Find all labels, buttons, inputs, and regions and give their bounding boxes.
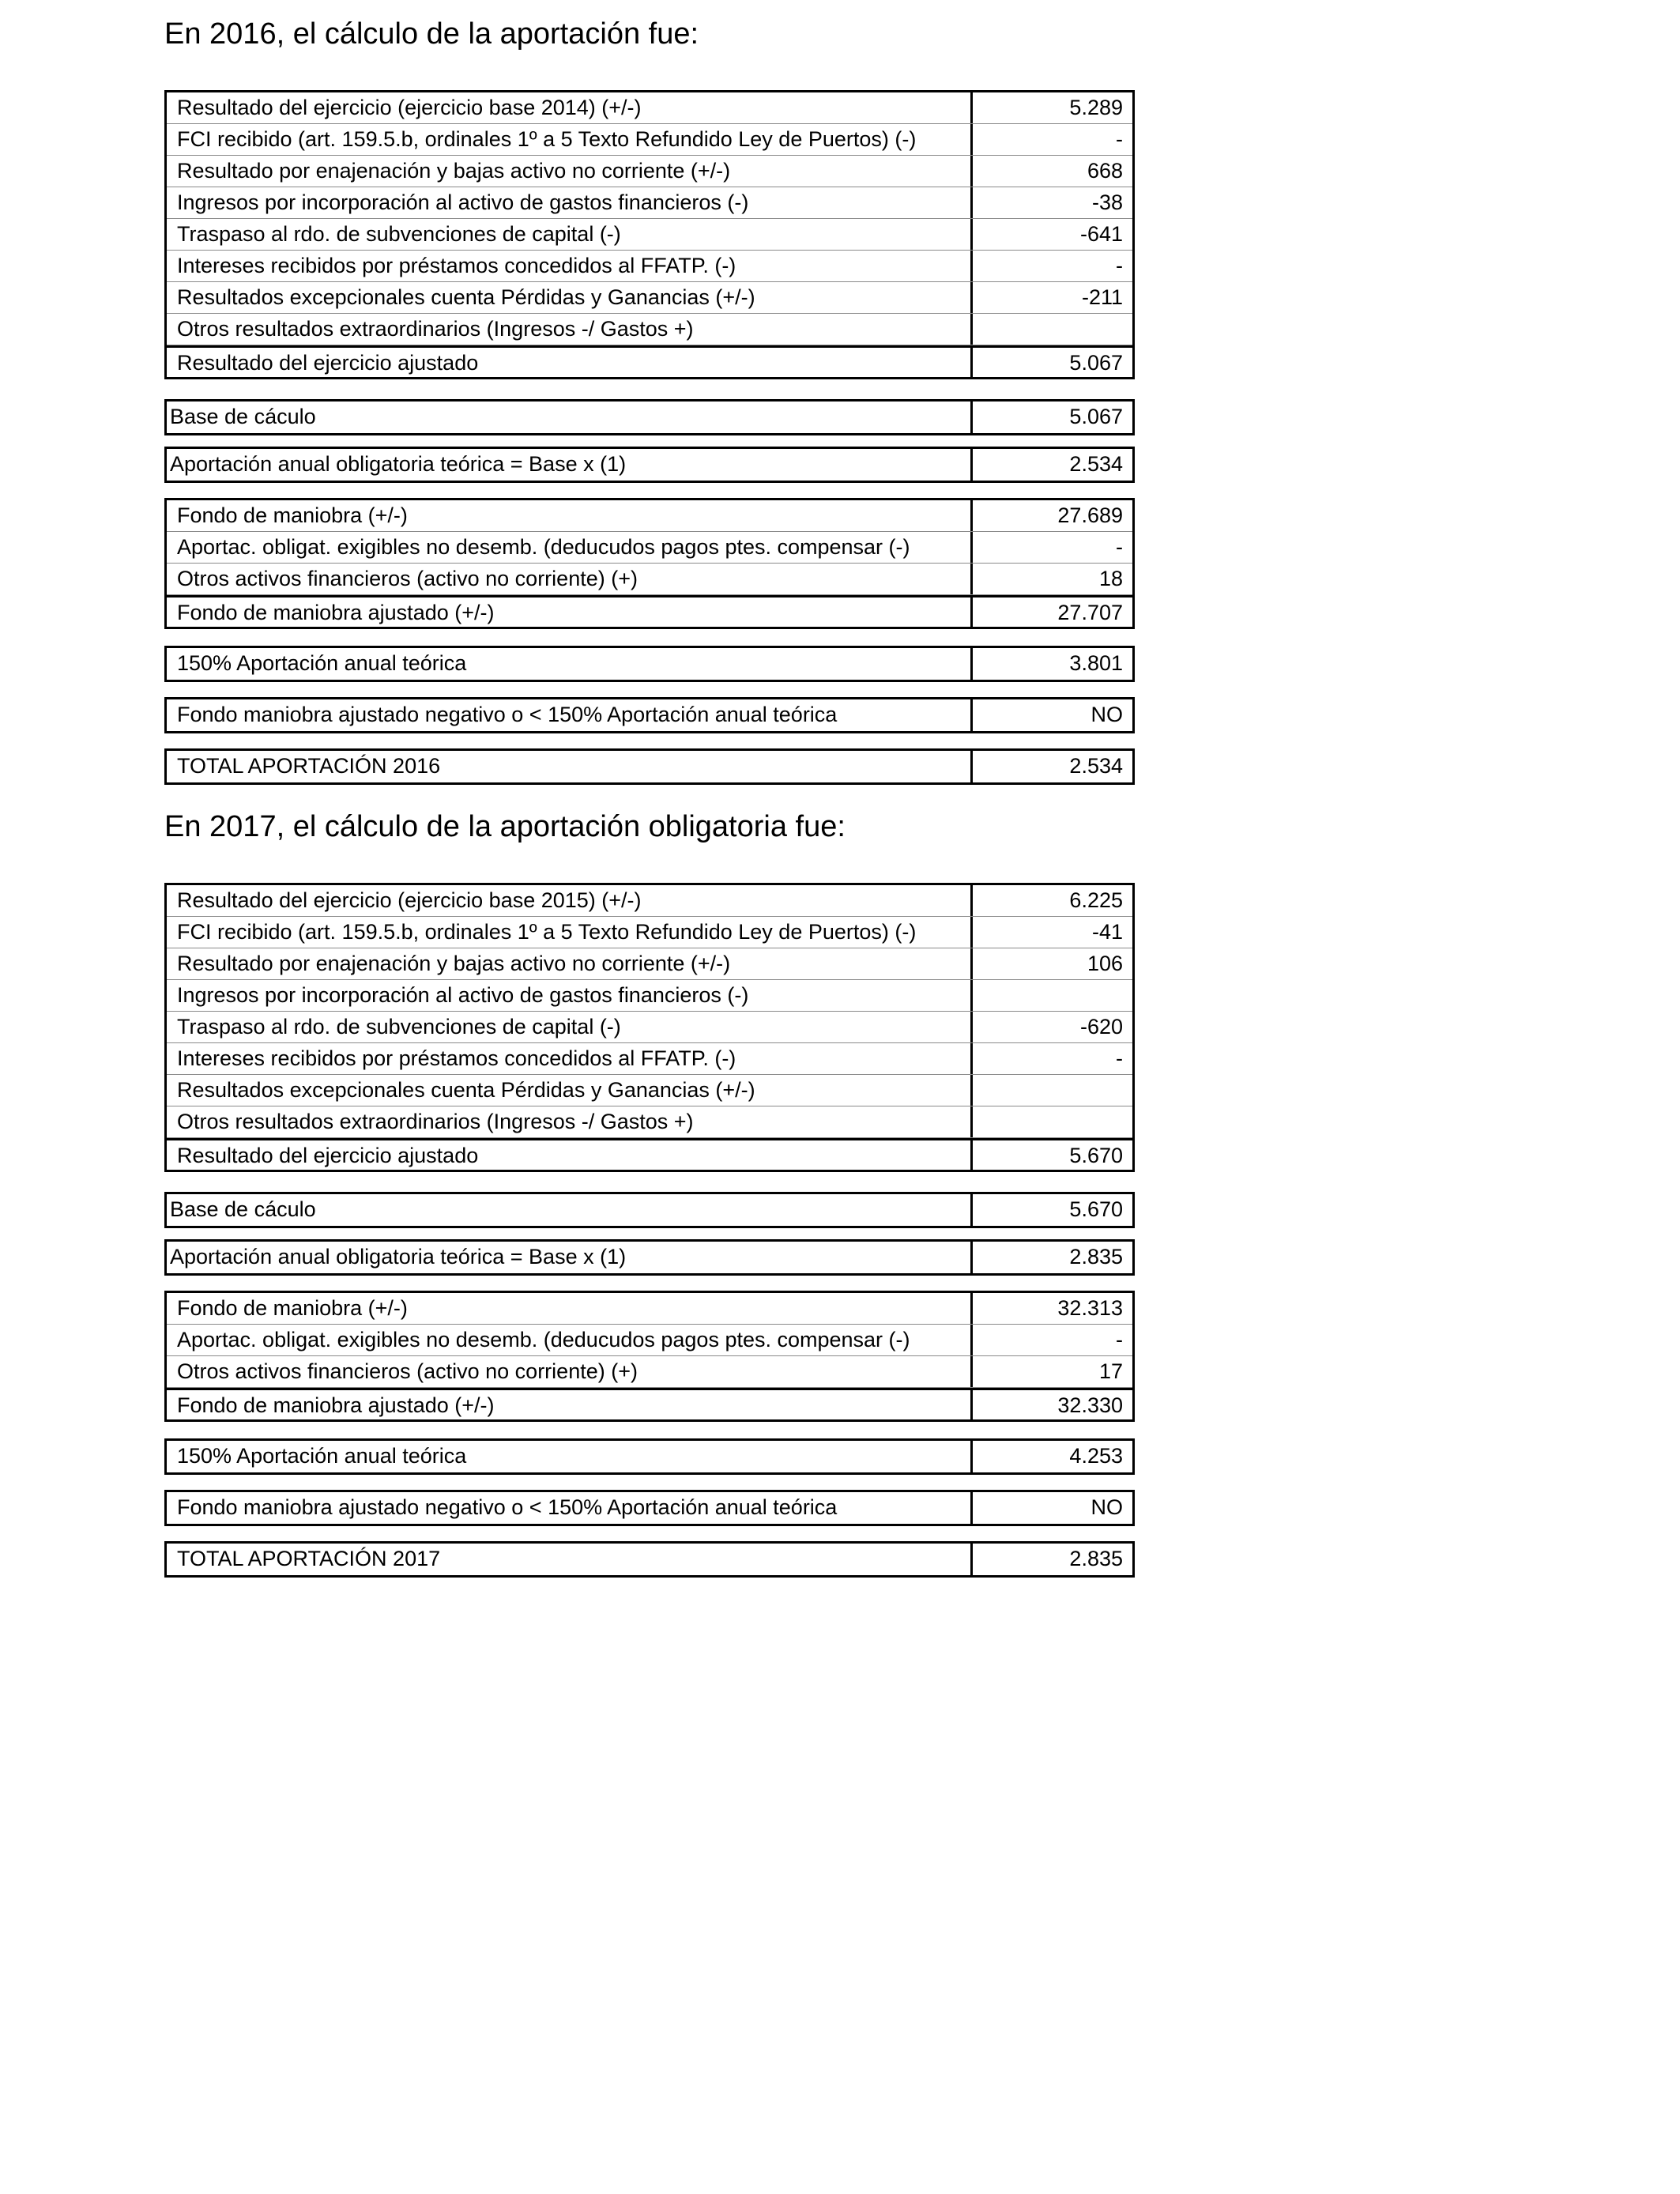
row-value: -620 [1079,1015,1123,1039]
table-row [167,1012,1132,1043]
table-row-total [167,1138,1132,1170]
row-value: 32.313 [1057,1296,1123,1320]
pct150-table [164,646,1135,682]
teorica-table [164,447,1135,483]
row-value: NO [1090,1495,1123,1519]
row-label: FCI recibido (art. 159.5.b, ordinales 1º a 5 Texto Refundido Ley de Puertos) (-) [167,124,973,155]
section-heading: En 2016, el cálculo de la aportación fue: [164,17,699,51]
row-value: 27.689 [1057,503,1123,527]
row-label: Resultado del ejercicio ajustado [167,1140,973,1170]
table-row [167,314,1132,345]
table-row [167,449,1132,481]
total-table [164,1541,1135,1578]
row-value: 668 [1087,159,1123,183]
table-row [167,699,1132,731]
table-row [167,1242,1132,1273]
table-row-total [167,345,1132,377]
row-value: 5.067 [1069,351,1123,375]
table-row [167,219,1132,251]
row-label: Traspaso al rdo. de subvenciones de capital (-) [167,1012,973,1042]
row-value: 32.330 [1057,1393,1123,1417]
row-label: 150% Aportación anual teórica [167,1441,973,1472]
row-value [973,314,1132,345]
row-label: TOTAL APORTACIÓN 2017 [167,1544,973,1575]
table-row [167,401,1132,433]
row-label: Aportac. obligat. exigibles no desemb. (deducudos pagos ptes. compensar (-) [167,1325,973,1355]
row-value [973,980,1132,1011]
calc-table [164,90,1135,379]
table-row [167,1325,1132,1356]
row-value: 5.670 [1069,1197,1123,1221]
row-value: - [1116,127,1123,151]
row-value: - [1116,1328,1123,1351]
row-value: -38 [1091,190,1123,214]
row-label: 150% Aportación anual teórica [167,648,973,680]
row-label: Fondo de maniobra (+/-) [167,500,973,531]
section-heading: En 2017, el cálculo de la aportación obligatoria fue: [164,810,846,843]
table-row [167,500,1132,532]
teorica-table [164,1239,1135,1276]
row-label: Otros resultados extraordinarios (Ingresos -/ Gastos +) [167,1106,973,1137]
row-label: Aportación anual obligatoria teórica = Base x (1) [167,1242,973,1273]
row-label: Fondo de maniobra ajustado (+/-) [167,598,973,627]
table-row [167,187,1132,219]
row-value: -41 [1091,920,1123,944]
row-label: Aportac. obligat. exigibles no desemb. (deducudos pagos ptes. compensar (-) [167,532,973,563]
table-row [167,532,1132,564]
row-value: 27.707 [1057,601,1123,624]
table-row [167,648,1132,680]
base-table [164,1192,1135,1228]
row-value: 2.835 [1069,1245,1123,1269]
row-value: - [1116,535,1123,559]
row-value: - [1116,1046,1123,1070]
table-row [167,917,1132,948]
row-value: - [1116,254,1123,277]
row-label: Base de cáculo [167,1194,973,1226]
table-row-total [167,595,1132,627]
total-table [164,748,1135,785]
row-label: Intereses recibidos por préstamos concedidos al FFATP. (-) [167,1043,973,1074]
row-value: 5.670 [1069,1144,1123,1167]
table-row [167,92,1132,124]
base-table [164,399,1135,435]
row-label: Traspaso al rdo. de subvenciones de capital (-) [167,219,973,250]
row-value: 2.534 [1069,452,1123,476]
row-label: Ingresos por incorporación al activo de gastos financieros (-) [167,980,973,1011]
row-label: Intereses recibidos por préstamos concedidos al FFATP. (-) [167,251,973,281]
row-value [973,1106,1132,1137]
table-row [167,948,1132,980]
row-label: Aportación anual obligatoria teórica = Base x (1) [167,449,973,481]
row-label: Otros activos financieros (activo no corriente) (+) [167,564,973,594]
row-value [973,1075,1132,1106]
row-value: 106 [1087,952,1123,975]
row-value: 5.067 [1069,405,1123,428]
pct150-table [164,1438,1135,1475]
table-row [167,1356,1132,1388]
row-label: FCI recibido (art. 159.5.b, ordinales 1º a 5 Texto Refundido Ley de Puertos) (-) [167,917,973,948]
row-label: Resultado por enajenación y bajas activo no corriente (+/-) [167,156,973,187]
row-label: Fondo de maniobra ajustado (+/-) [167,1390,973,1419]
row-label: Base de cáculo [167,401,973,433]
row-label: Resultado del ejercicio ajustado [167,348,973,377]
table-row [167,124,1132,156]
row-value: 6.225 [1069,888,1123,912]
table-row [167,1441,1132,1472]
row-label: Resultado por enajenación y bajas activo no corriente (+/-) [167,948,973,979]
row-label: Resultados excepcionales cuenta Pérdidas y Ganancias (+/-) [167,1075,973,1106]
table-row-total [167,1388,1132,1419]
row-value: 2.835 [1069,1547,1123,1570]
row-label: Otros activos financieros (activo no corriente) (+) [167,1356,973,1387]
row-value: -211 [1081,285,1123,309]
row-label: TOTAL APORTACIÓN 2016 [167,751,973,782]
row-label: Fondo de maniobra (+/-) [167,1293,973,1324]
fondo-table [164,1291,1135,1422]
table-row [167,1075,1132,1106]
row-value: 18 [1098,567,1123,590]
fondo-table [164,498,1135,629]
row-value: 17 [1098,1359,1123,1383]
table-row-total [167,1544,1132,1575]
row-label: Fondo maniobra ajustado negativo o < 150% Aportación anual teórica [167,1492,973,1524]
table-row-total [167,751,1132,782]
row-value: 3.801 [1069,651,1123,675]
table-row [167,980,1132,1012]
row-value: NO [1090,703,1123,726]
table-row [167,282,1132,314]
row-label: Ingresos por incorporación al activo de gastos financieros (-) [167,187,973,218]
row-value: -641 [1079,222,1123,246]
row-label: Resultados excepcionales cuenta Pérdidas y Ganancias (+/-) [167,282,973,313]
row-label: Otros resultados extraordinarios (Ingresos -/ Gastos +) [167,314,973,345]
row-value: 2.534 [1069,754,1123,778]
table-row [167,1492,1132,1524]
table-row [167,564,1132,595]
table-row [167,1043,1132,1075]
table-row [167,1106,1132,1138]
table-row [167,1194,1132,1226]
calc-table [164,883,1135,1172]
negativo-table [164,697,1135,733]
table-row [167,156,1132,187]
row-value: 4.253 [1069,1444,1123,1468]
table-row [167,885,1132,917]
negativo-table [164,1490,1135,1526]
row-label: Resultado del ejercicio (ejercicio base 2014) (+/-) [167,92,973,123]
row-label: Fondo maniobra ajustado negativo o < 150% Aportación anual teórica [167,699,973,731]
table-row [167,251,1132,282]
row-value: 5.289 [1069,96,1123,119]
table-row [167,1293,1132,1325]
row-label: Resultado del ejercicio (ejercicio base 2015) (+/-) [167,885,973,916]
